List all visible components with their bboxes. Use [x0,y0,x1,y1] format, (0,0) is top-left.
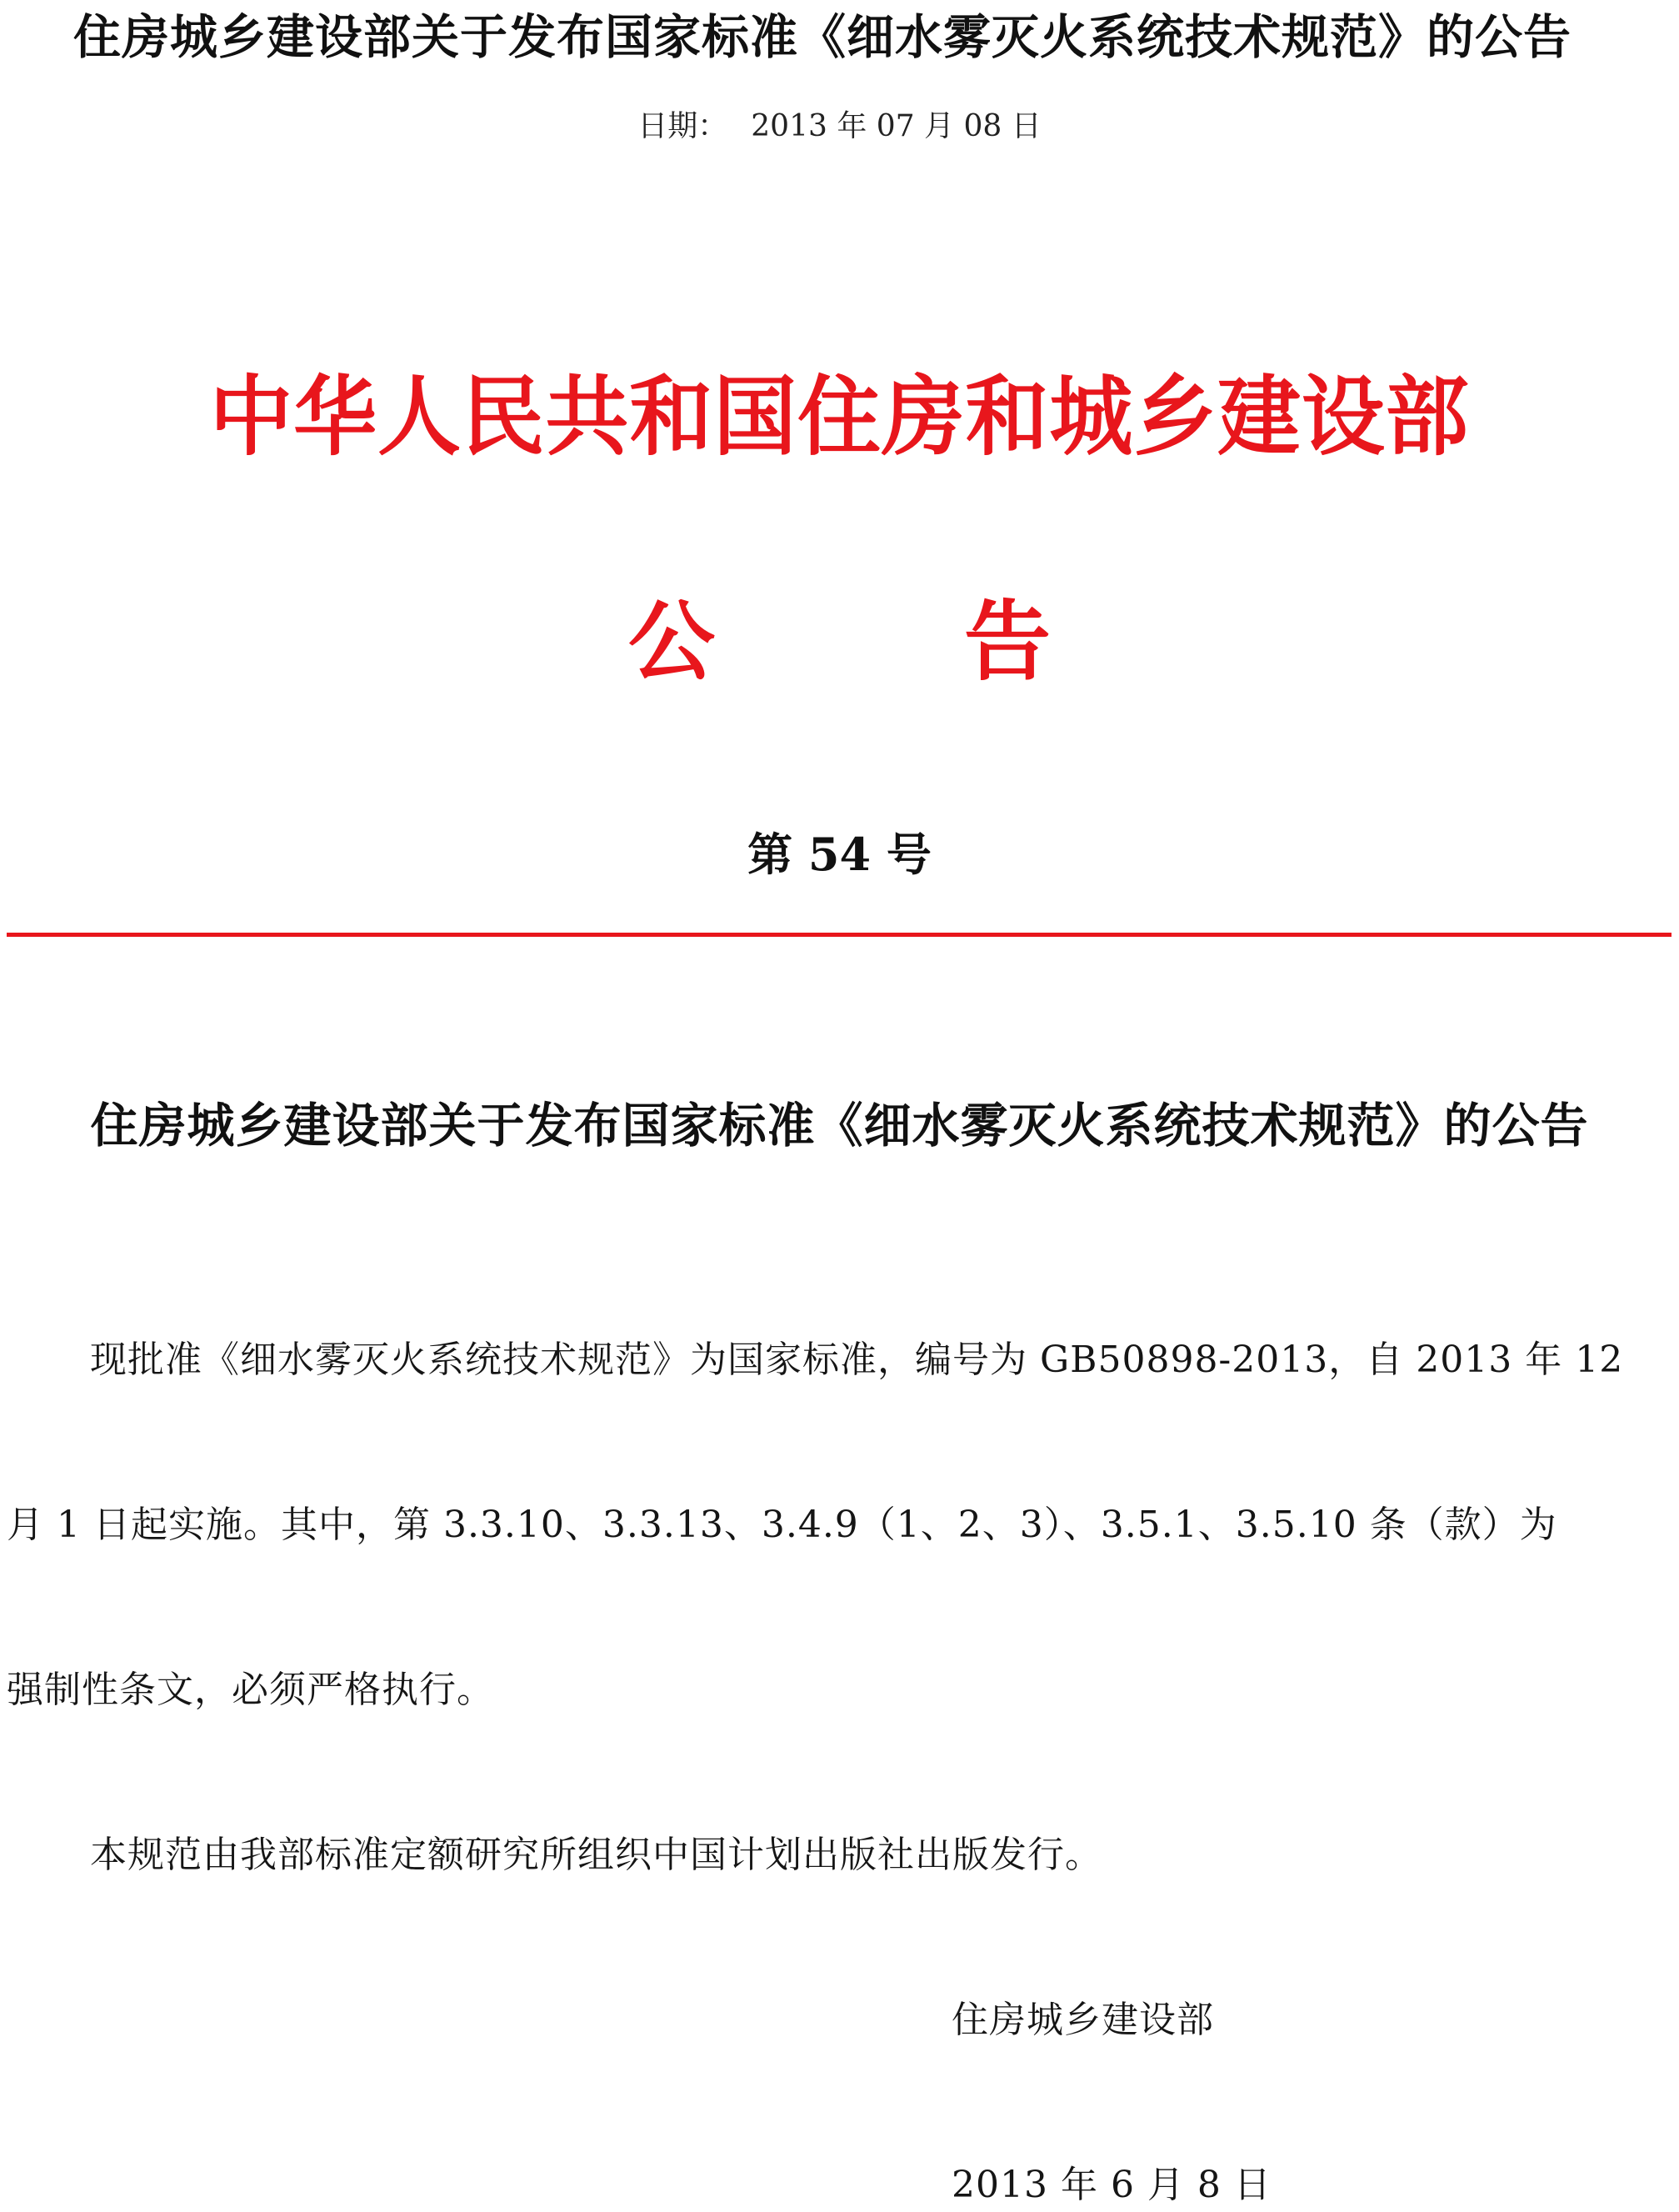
publish-date-line [0,102,1679,152]
paragraph-1-line-3: 强制性条文，必须严格执行。 [7,1669,494,1711]
page-header-title: 住房城乡建设部关于发布国家标准《细水雾灭火系统技术规范》的公告 [73,9,1572,65]
paragraph-1-line-2: 月 1 日起实施。其中，第 3.3.10、3.3.13、3.4.9（1、2、3）、3.5.1、3.5.10 条（款）为 [7,1504,1557,1546]
ministry-masthead: 中华人民共和国住房和城乡建设部 [209,365,1470,468]
document-title: 住房城乡建设部关于发布国家标准《细水雾灭火系统技术规范》的公告 [90,1098,1589,1154]
red-divider-line [7,933,1672,937]
issue-number: 第 54 号 [747,828,932,881]
date-value: 2013 年 07 月 08 日 [751,109,1042,143]
paragraph-2: 本规范由我部标准定额研究所组织中国计划出版社出版发行。 [90,1834,1102,1876]
announcement-heading-left: 公 [628,590,716,693]
signature-organization: 住房城乡建设部 [952,1999,1214,2041]
date-label: 日期： [637,109,728,143]
announcement-heading-right: 告 [964,590,1052,693]
paragraph-1-line-1: 现批准《细水雾灭火系统技术规范》为国家标准，编号为 GB50898-2013，自 2013 年 12 [90,1339,1624,1381]
signature-date: 2013 年 6 月 8 日 [952,2164,1272,2206]
